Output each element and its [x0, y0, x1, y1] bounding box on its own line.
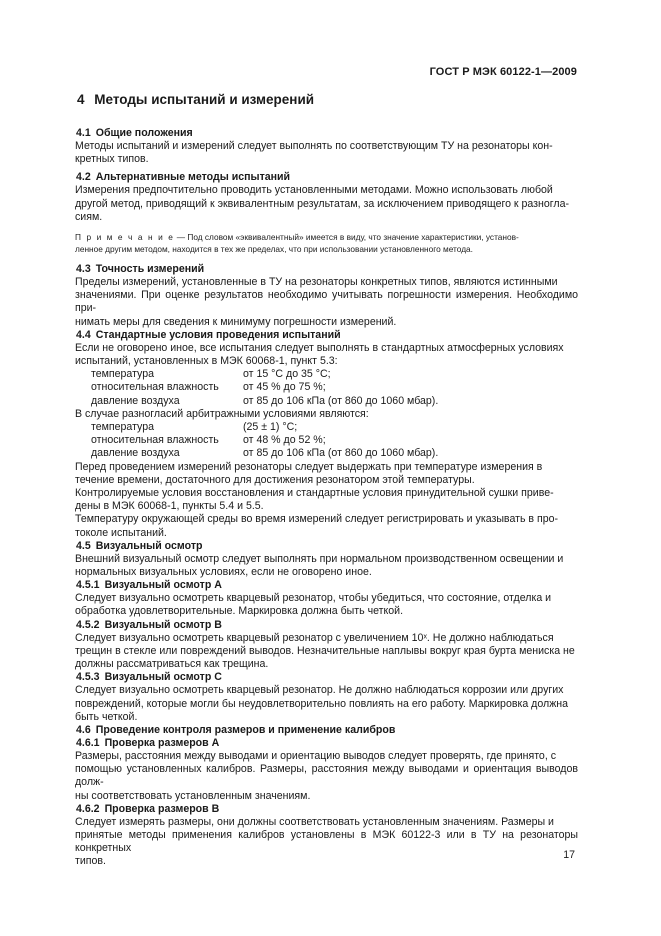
- subsection-title: Проведение контроля размеров и применение калибров: [95, 723, 396, 736]
- paragraph-line: Следует визуально осмотреть кварцевый резонатор, чтобы убедиться, что состояние, отделка и: [75, 592, 552, 605]
- paragraph-line: В случае разногласий арбитражными условиями являются:: [75, 407, 369, 420]
- condition-value: от 85 до 106 кПа (от 860 до 1060 мбар).: [243, 394, 439, 407]
- subsection-number: 4.6.2: [76, 802, 100, 815]
- paragraph-line: быть четкой.: [75, 710, 138, 723]
- subsection-title: Точность измерений: [95, 263, 205, 276]
- paragraph-line: нимать меры для сведения к минимуму погрешности измерений.: [75, 315, 397, 328]
- note-label: П р и м е ч а н и е: [75, 232, 175, 243]
- subsection-number: 4.5: [76, 539, 91, 552]
- condition-value: от 48 % до 52 %;: [243, 434, 326, 447]
- subsection-number: 4.2: [76, 171, 91, 184]
- subsection-4-6-heading: [75, 724, 578, 737]
- note-text: ленное другим методом, находится в тех же пределах, что при использовании установленного метода.: [75, 243, 473, 254]
- condition-value: от 45 % до 75 %;: [243, 381, 326, 394]
- subsection-4-3-heading: [75, 263, 578, 276]
- subsection-number: 4.6.1: [76, 736, 100, 749]
- subsection-4-1-heading: [75, 127, 578, 140]
- condition-row: [75, 395, 578, 408]
- subsection-title: Визуальный осмотр С: [104, 671, 222, 684]
- paragraph-line: Измерения предпочтительно проводить установленными методами. Можно использовать любой: [75, 184, 553, 197]
- subsection-4-5-3-heading: [75, 671, 578, 684]
- section-4-heading: [77, 92, 578, 107]
- subsection-number: 4.4: [76, 328, 91, 341]
- subsection-4-4-heading: [75, 329, 578, 342]
- condition-row: [75, 381, 578, 394]
- standard-header: ГОСТ Р МЭК 60122-1—2009: [429, 66, 577, 78]
- subsection-title: Общие положения: [95, 127, 193, 139]
- condition-value: от 85 до 106 кПа (от 860 до 1060 мбар).: [243, 447, 439, 460]
- subsection-number: 4.5.1: [76, 579, 100, 592]
- paragraph-line: нормальных визуальных условиях, если не оговорено иное.: [75, 566, 372, 579]
- subsection-number: 4.3: [76, 263, 91, 276]
- condition-value: (25 ± 1) °С;: [243, 421, 298, 434]
- condition-name: давление воздуха: [91, 394, 180, 407]
- paragraph-line: Контролируемые условия восстановления и стандартные условия принудительной сушки приве-: [75, 487, 554, 500]
- condition-row: [75, 421, 578, 434]
- paragraph-line: течение времени, достаточного для достижения резонатором этой температуры.: [75, 473, 475, 486]
- subsection-4-2-heading: [75, 171, 578, 184]
- paragraph-line: Следует визуально осмотреть кварцевый резонатор с увеличением 10ˣ. Не должно наблюдаться: [75, 631, 554, 644]
- paragraph-line: должны рассматриваться как трещина.: [75, 658, 269, 671]
- paragraph-line: Внешний визуальный осмотр следует выполнять при нормальном производственном освещении и: [75, 552, 564, 565]
- paragraph-line: Следует измерять размеры, они должны соответствовать установленным значениям. Размеры и: [75, 815, 554, 828]
- subsection-title: Визуальный осмотр В: [104, 618, 222, 631]
- subsection-title: Проверка размеров А: [104, 736, 220, 749]
- subsection-4-5-2-heading: [75, 619, 578, 632]
- note-block: [75, 232, 578, 255]
- subsection-title: Проверка размеров В: [104, 802, 220, 815]
- subsection-title: Визуальный осмотр: [95, 539, 203, 552]
- paragraph-line: токоле испытаний.: [75, 526, 167, 539]
- paragraph-line: Пределы измерений, установленные в ТУ на резонаторы конкретных типов, являются истинными: [75, 276, 558, 289]
- paragraph-line: значениями. При оценке результатов необходимо учитывать погрешности измерения. Необходимо при-: [75, 289, 578, 315]
- section-number: 4: [77, 92, 85, 107]
- paragraph-line: Следует визуально осмотреть кварцевый резонатор. Не должно наблюдаться коррозии или других: [75, 684, 564, 697]
- condition-name: относительная влажность: [91, 381, 219, 394]
- paragraph-line: повреждений, которые могли бы неудовлетворительно повлиять на его работу. Маркировка должна: [75, 697, 569, 710]
- paragraph-line: сиям.: [75, 210, 103, 223]
- subsection-4-5-1-heading: [75, 579, 578, 592]
- paragraph-line: трещин в стекле или повреждений выводов. Незначительные наплывы вокруг края бурта мениска не: [75, 644, 575, 657]
- condition-value: от 15 °С до 35 °С;: [243, 368, 331, 381]
- paragraph-line: Перед проведением измерений резонаторы следует выдержать при температуре измерения в: [75, 460, 543, 473]
- condition-row: [75, 447, 578, 460]
- paragraph-line: Размеры, расстояния между выводами и ориентацию выводов следует проверять, где принято, с: [75, 749, 557, 762]
- paragraph-line: дены в МЭК 60068-1, пункты 5.4 и 5.5.: [75, 500, 264, 513]
- paragraph-line: Если не оговорено иное, все испытания следует выполнять в стандартных атмосферных условиях: [75, 341, 564, 354]
- condition-name: относительная влажность: [91, 434, 219, 447]
- paragraph-line: принятые методы применения калибров установлены в МЭК 60122-3 или в ТУ на резонаторы конкретных: [75, 828, 578, 855]
- condition-row: [75, 368, 578, 381]
- subsection-title: Стандартные условия проведения испытаний: [95, 328, 341, 341]
- subsection-4-6-2-heading: [75, 803, 578, 816]
- paragraph-line: ны соответствовать установленным значениям.: [75, 789, 311, 802]
- paragraph-line: обработка удовлетворительные. Маркировка должна быть четкой.: [75, 605, 404, 618]
- page-content: [75, 92, 578, 869]
- condition-name: давление воздуха: [91, 447, 180, 460]
- subsection-title: Визуальный осмотр А: [104, 579, 222, 592]
- paragraph-line: испытаний, установленных в МЭК 60068-1, пункт 5.3:: [75, 355, 338, 368]
- paragraph-line: другой метод, приводящий к эквивалентным результатам, за исключением приводящего к разногла-: [75, 197, 569, 210]
- subsection-number: 4.1: [76, 127, 91, 139]
- condition-name: температура: [91, 421, 155, 434]
- page-number: 17: [563, 849, 575, 861]
- paragraph-line: типов.: [75, 855, 106, 868]
- section-title: Методы испытаний и измерений: [94, 92, 315, 107]
- subsection-number: 4.5.2: [76, 618, 100, 631]
- subsection-4-6-1-heading: [75, 737, 578, 750]
- subsection-title: Альтернативные методы испытаний: [95, 171, 291, 184]
- note-text: — Под словом «эквивалентный» имеется в виду, что значение характеристики, установ-: [174, 232, 519, 243]
- subsection-number: 4.6: [76, 723, 91, 736]
- paragraph-line: кретных типов.: [75, 153, 149, 166]
- condition-name: температура: [91, 368, 155, 381]
- subsection-number: 4.5.3: [76, 671, 100, 684]
- subsection-4-5-heading: [75, 540, 578, 553]
- paragraph-line: Методы испытаний и измерений следует выполнять по соответствующим ТУ на резонаторы кон-: [75, 140, 553, 152]
- paragraph-line: помощью установленных калибров. Размеры, расстояния между выводами и ориентация выводов долж-: [75, 763, 578, 789]
- condition-row: [75, 434, 578, 447]
- paragraph-line: Температуру окружающей среды во время измерений следует регистрировать и указывать в про-: [75, 513, 559, 526]
